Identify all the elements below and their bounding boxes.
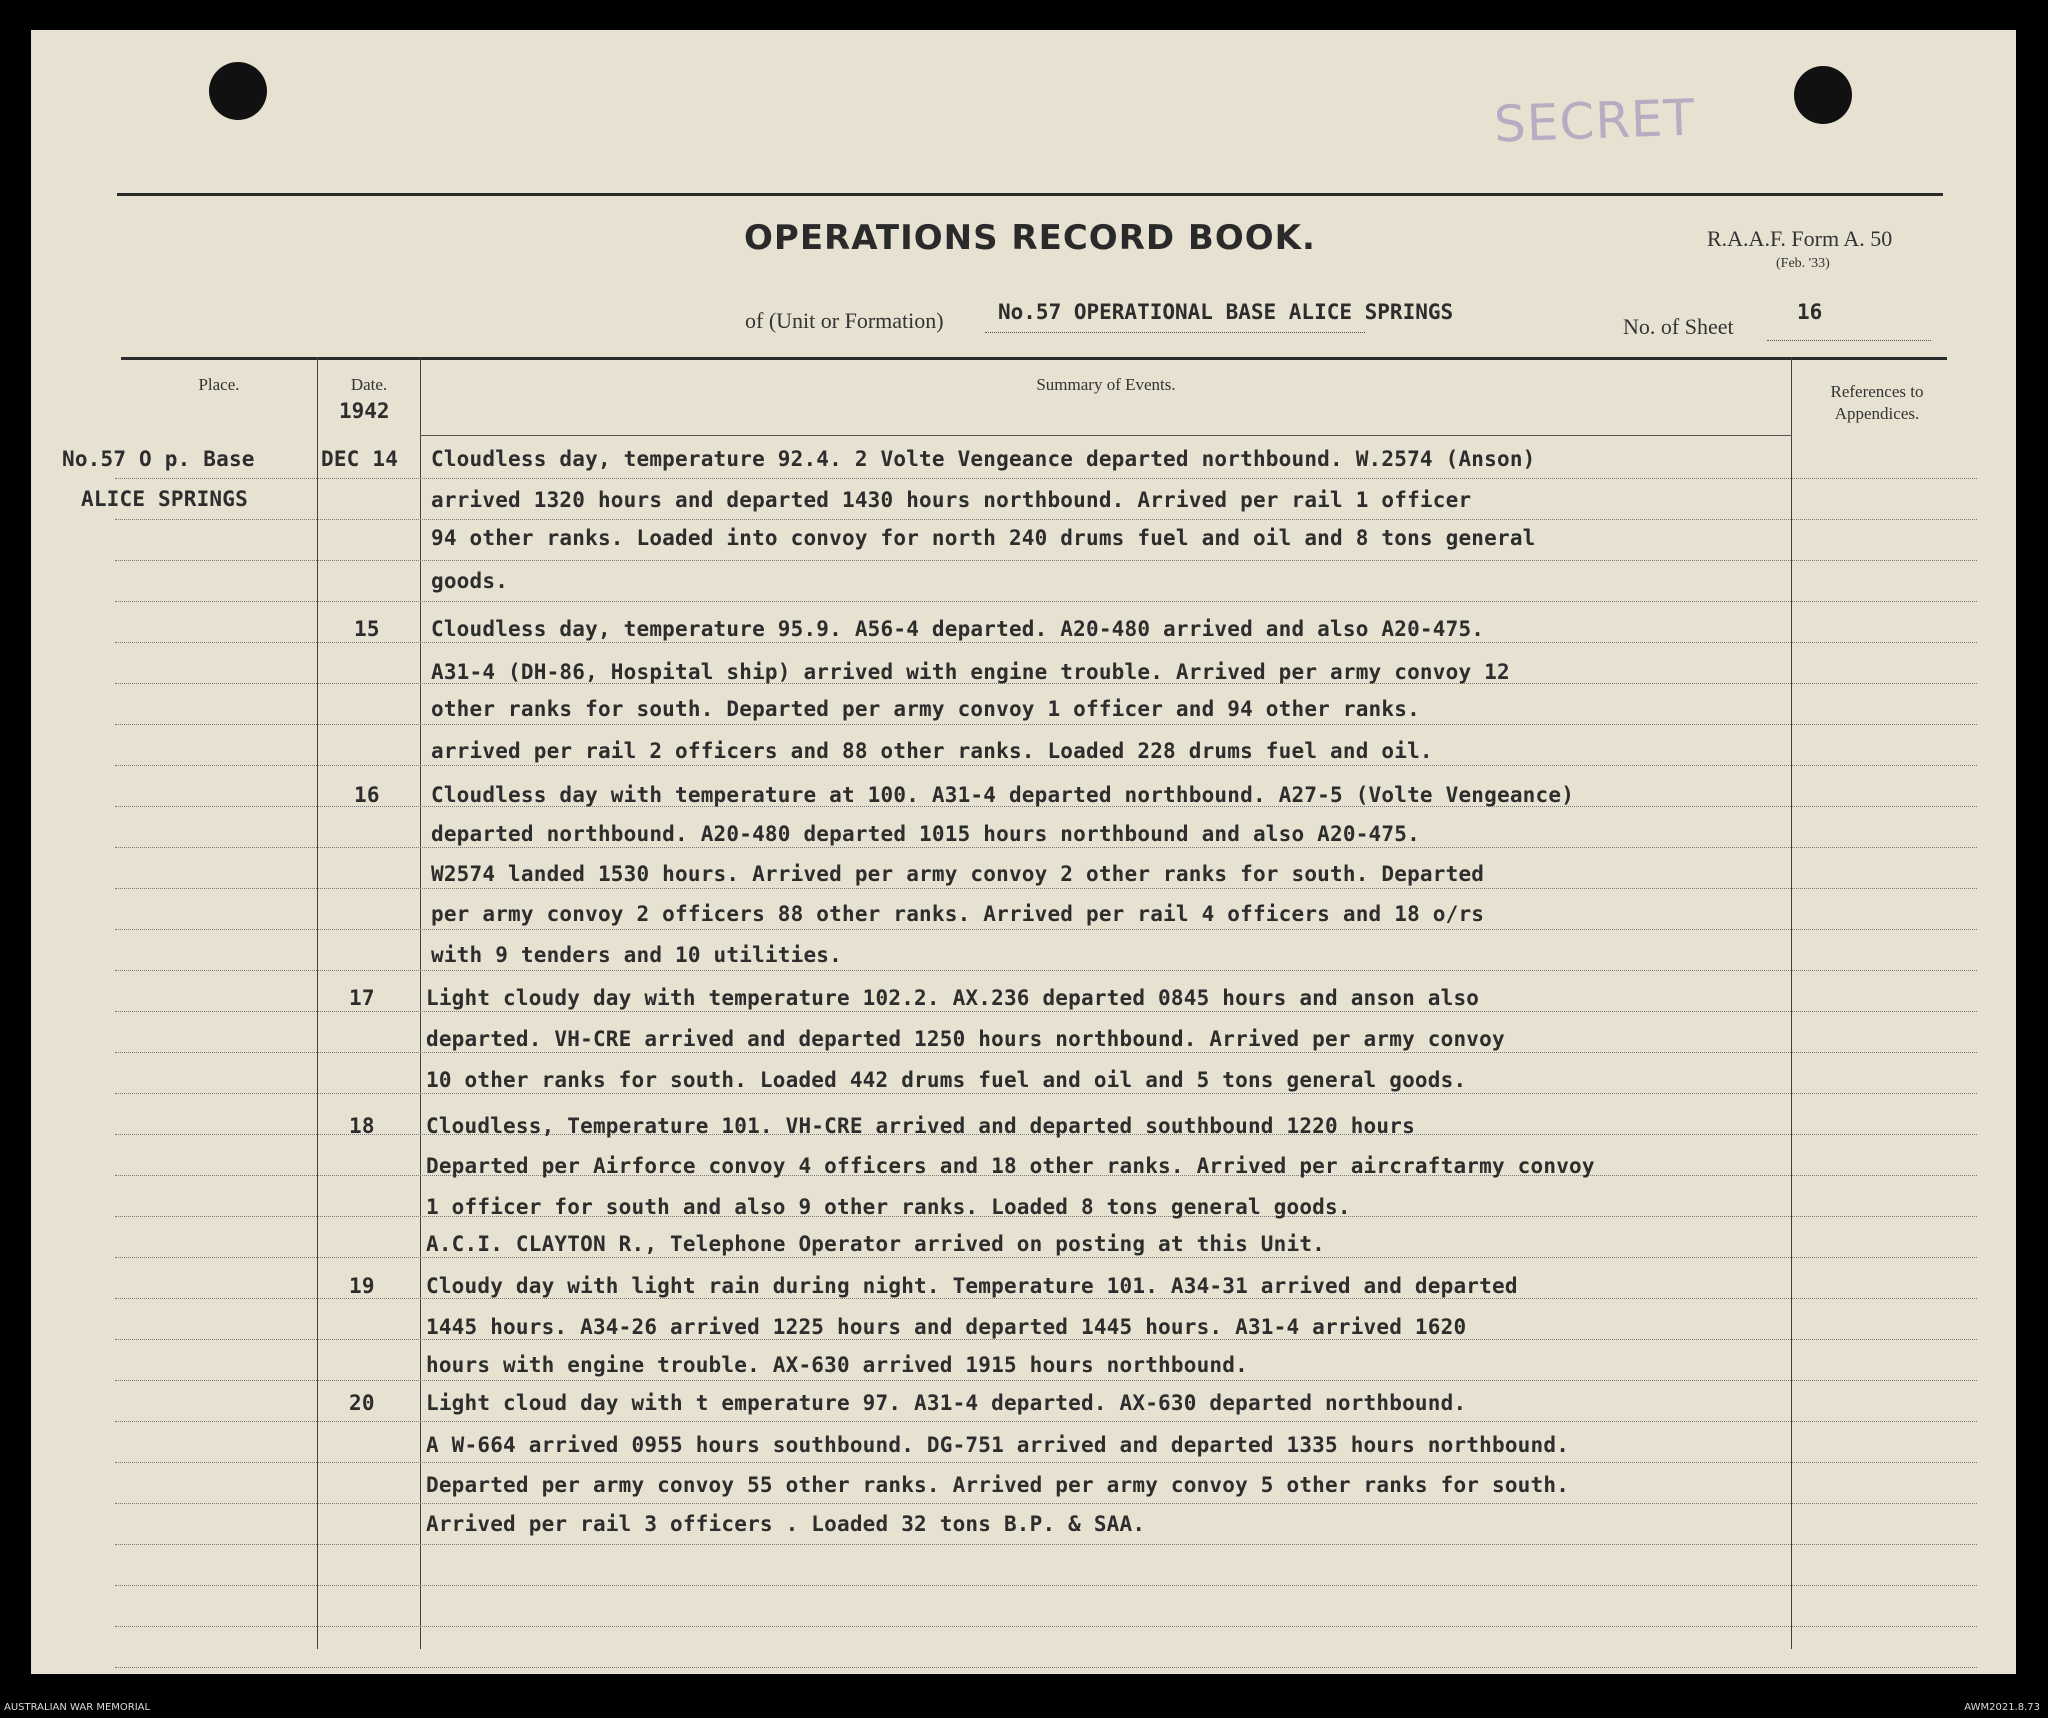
entry-text-line: Departed per Airforce convoy 4 officers and 18 other ranks. Arrived per aircraftarmy convoy [426, 1154, 1595, 1178]
entry-text-line: Arrived per rail 3 officers . Loaded 32 tons B.P. & SAA. [426, 1512, 1146, 1536]
entry-text-line: Light cloudy day with temperature 102.2. AX.236 departed 0845 hours and anson also [426, 986, 1480, 1010]
entry-date: 17 [349, 986, 375, 1010]
ruled-row-line [115, 560, 1977, 561]
place-header: Place. [198, 375, 240, 394]
entry-date: 16 [354, 783, 380, 807]
entry-text-line: other ranks for south. Departed per army convoy 1 officer and 94 other ranks. [431, 697, 1420, 721]
entry-text-line: arrived per rail 2 officers and 88 other ranks. Loaded 228 drums fuel and oil. [431, 739, 1433, 763]
entry-text-line: departed. VH-CRE arrived and departed 1250 hours northbound. Arrived per army convoy [426, 1027, 1505, 1051]
entry-date: DEC 14 [321, 447, 399, 471]
footer-credit: AUSTRALIAN WAR MEMORIAL [4, 1702, 151, 1713]
table-top-rule [121, 357, 1947, 360]
place-date-divider [317, 357, 318, 1649]
entry-text-line: Cloudless day, temperature 95.9. A56-4 departed. A20-480 arrived and also A20-475. [431, 617, 1485, 641]
ruled-row-line [115, 847, 1977, 848]
ruled-row-line [115, 1380, 1977, 1381]
place-line-2: ALICE SPRINGS [81, 487, 248, 511]
entry-text-line: hours with engine trouble. AX-630 arrived 1915 hours northbound. [426, 1353, 1248, 1377]
entry-text-line: 10 other ranks for south. Loaded 442 drums fuel and oil and 5 tons general goods. [426, 1068, 1467, 1092]
ruled-row-line [115, 929, 1977, 930]
entry-date: 19 [349, 1274, 375, 1298]
summary-refs-divider [1791, 357, 1792, 1649]
ruled-row-line [115, 1503, 1977, 1504]
entry-text-line: Cloudless, Temperature 101. VH-CRE arrived and departed southbound 1220 hours [426, 1114, 1415, 1138]
entry-text-line: 94 other ranks. Loaded into convoy for north 240 drums fuel and oil and 8 tons general [431, 526, 1536, 550]
ruled-row-line [115, 1626, 1977, 1627]
entry-date: 15 [354, 617, 380, 641]
unit-dotline [985, 332, 1365, 333]
date-header: Date. [350, 375, 388, 394]
unit-label: of (Unit or Formation) [745, 308, 944, 333]
ruled-row-line [115, 519, 1977, 520]
entry-text-line: W2574 landed 1530 hours. Arrived per army convoy 2 other ranks for south. Departed [431, 862, 1485, 886]
ruled-row-line [115, 478, 1977, 479]
references-header-line1: References to [1830, 382, 1924, 401]
punch-hole-right [1794, 66, 1852, 124]
top-rule [117, 193, 1943, 196]
sheet-label: No. of Sheet [1623, 314, 1734, 339]
entry-text-line: A W-664 arrived 0955 hours southbound. DG-751 arrived and departed 1335 hours northbound. [426, 1433, 1570, 1457]
entry-text-line: A31-4 (DH-86, Hospital ship) arrived with engine trouble. Arrived per army convoy 12 [431, 660, 1510, 684]
entry-text-line: arrived 1320 hours and departed 1430 hours northbound. Arrived per rail 1 officer [431, 488, 1472, 512]
date-summary-divider [420, 357, 421, 1649]
ruled-row-line [115, 601, 1977, 602]
ruled-row-line [115, 1462, 1977, 1463]
unit-value: No.57 OPERATIONAL BASE ALICE SPRINGS [998, 300, 1454, 324]
entry-text-line: 1 officer for south and also 9 other ranks. Loaded 8 tons general goods. [426, 1195, 1351, 1219]
ruled-row-line [115, 1667, 1977, 1668]
punch-hole-left [209, 62, 267, 120]
ruled-row-line [115, 1585, 1977, 1586]
entry-text-line: with 9 tenders and 10 utilities. [431, 943, 842, 967]
footer-accession: AWM2021.8.73 [1964, 1702, 2040, 1713]
ruled-row-line [115, 970, 1977, 971]
summary-header-rule [420, 435, 1792, 436]
entry-text-line: goods. [431, 569, 509, 593]
ruled-row-line [115, 1339, 1977, 1340]
entry-text-line: Cloudy day with light rain during night. Temperature 101. A34-31 arrived and departed [426, 1274, 1518, 1298]
entry-text-line: Departed per army convoy 55 other ranks. Arrived per army convoy 5 other ranks for south. [426, 1473, 1570, 1497]
entry-text-line: per army convoy 2 officers 88 other ranks. Arrived per rail 4 officers and 18 o/rs [431, 902, 1485, 926]
ruled-row-line [115, 1544, 1977, 1545]
ruled-row-line [115, 765, 1977, 766]
secret-stamp: SECRET [1493, 88, 1697, 154]
sheet-dotline [1767, 340, 1931, 341]
references-header-line2: Appendices. [1834, 404, 1920, 423]
ruled-row-line [115, 1093, 1977, 1094]
entry-text-line: Light cloud day with t emperature 97. A31-4 departed. AX-630 departed northbound. [426, 1391, 1467, 1415]
entry-text-line: Cloudless day, temperature 92.4. 2 Volte Vengeance departed northbound. W.2574 (Anson) [431, 447, 1536, 471]
ruled-row-line [115, 888, 1977, 889]
sheet-value: 16 [1797, 300, 1823, 324]
ruled-row-line [115, 1011, 1977, 1012]
entry-text-line: 1445 hours. A34-26 arrived 1225 hours and departed 1445 hours. A31-4 arrived 1620 [426, 1315, 1467, 1339]
page-title: OPERATIONS RECORD BOOK. [744, 218, 1316, 258]
entry-text-line: Cloudless day with temperature at 100. A31-4 departed northbound. A27-5 (Volte Vengeance) [431, 783, 1575, 807]
entry-date: 18 [349, 1114, 375, 1138]
ruled-row-line [115, 1298, 1977, 1299]
ruled-row-line [115, 724, 1977, 725]
document-sheet [31, 30, 2016, 1674]
ruled-row-line [115, 1052, 1977, 1053]
entry-date: 20 [349, 1391, 375, 1415]
ruled-row-line [115, 1257, 1977, 1258]
form-date: (Feb. '33) [1776, 256, 1830, 271]
entry-text-line: departed northbound. A20-480 departed 1015 hours northbound and also A20-475. [431, 822, 1420, 846]
ruled-row-line [115, 642, 1977, 643]
place-line-1: No.57 O p. Base [62, 447, 255, 471]
entry-text-line: A.C.I. CLAYTON R., Telephone Operator arrived on posting at this Unit. [426, 1232, 1326, 1256]
summary-header: Summary of Events. [1036, 375, 1176, 394]
form-number: R.A.A.F. Form A. 50 [1707, 226, 1893, 251]
ruled-row-line [115, 1421, 1977, 1422]
year-header: 1942 [339, 399, 390, 423]
